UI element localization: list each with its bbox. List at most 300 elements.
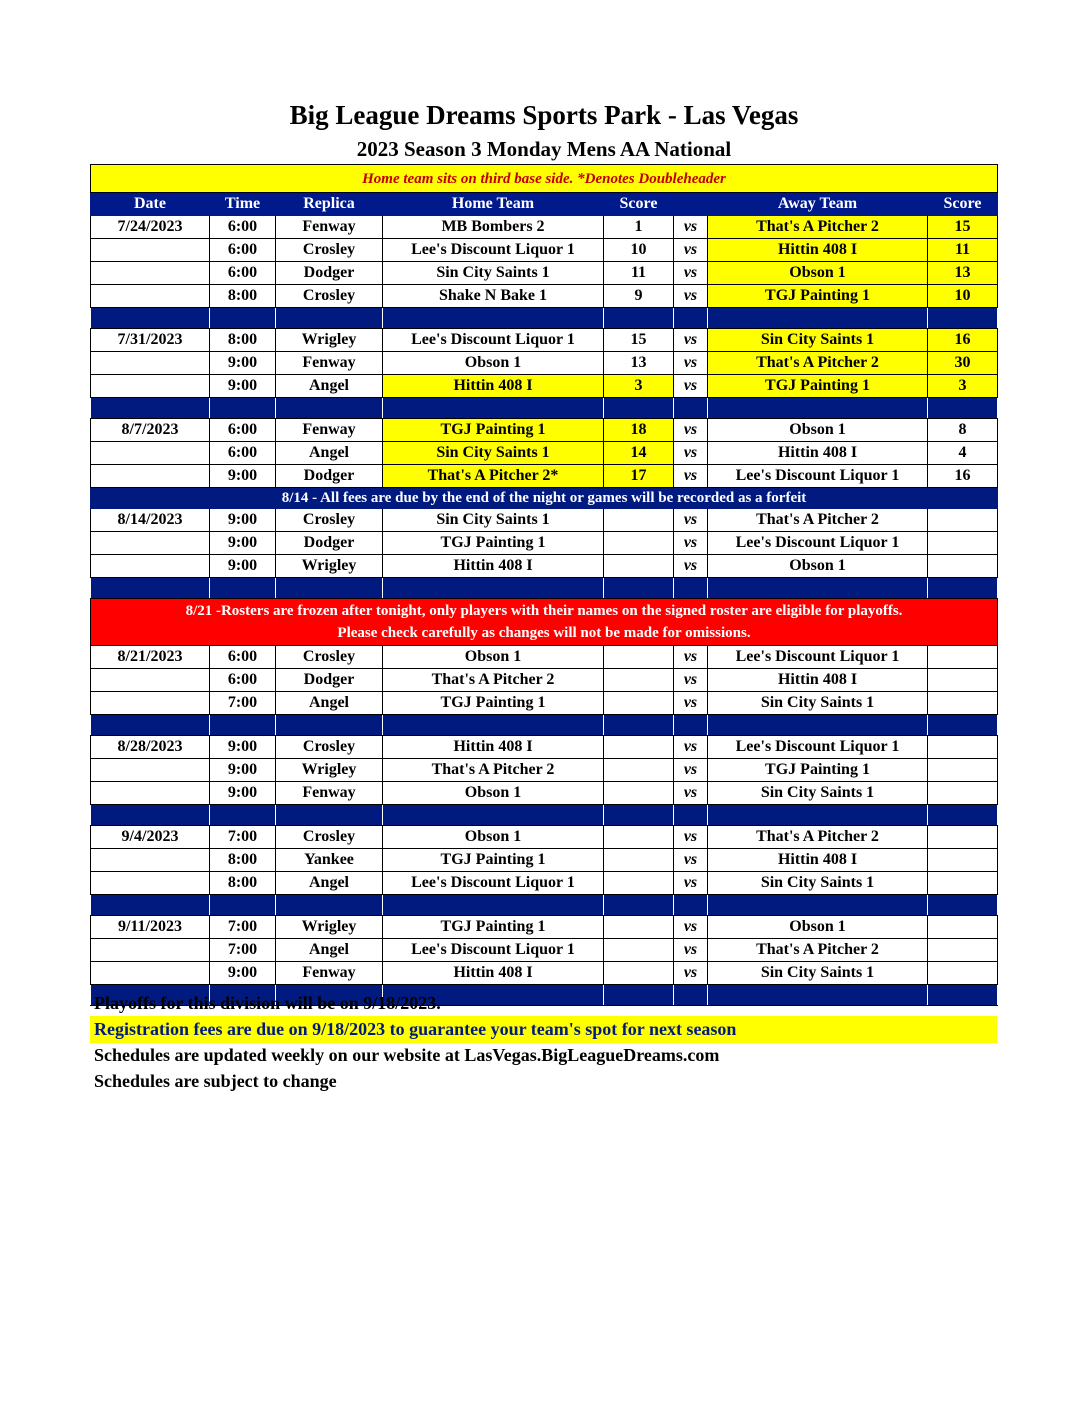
away-team: Lee's Discount Liquor 1 <box>708 646 928 669</box>
game-time: 7:00 <box>210 692 276 715</box>
game-date: 8/21/2023 <box>91 646 210 669</box>
away-team: TGJ Painting 1 <box>708 285 928 308</box>
game-row <box>91 962 998 985</box>
vs-label: vs <box>674 692 708 715</box>
separator-cell <box>928 578 998 599</box>
vs-label: vs <box>674 329 708 352</box>
playoffs-note: Playoffs for this division will be on 9/18/2023. <box>94 993 441 1013</box>
separator-cell <box>210 715 276 736</box>
home-team: Obson 1 <box>383 826 604 849</box>
game-row <box>91 465 998 488</box>
game-row <box>91 692 998 715</box>
home-team: That's A Pitcher 2* <box>383 465 604 488</box>
home-team: Obson 1 <box>383 352 604 375</box>
home-score: 1 <box>604 216 674 239</box>
away-team: Obson 1 <box>708 262 928 285</box>
game-field: Dodger <box>276 262 383 285</box>
vs-label: vs <box>674 782 708 805</box>
separator-cell <box>708 398 928 419</box>
separator-cell <box>604 715 674 736</box>
away-team: Hittin 408 I <box>708 239 928 262</box>
game-time: 6:00 <box>210 239 276 262</box>
game-date <box>91 555 210 578</box>
home-team: TGJ Painting 1 <box>383 532 604 555</box>
game-row <box>91 916 998 939</box>
vs-label: vs <box>674 532 708 555</box>
away-score <box>928 916 998 939</box>
game-date: 7/24/2023 <box>91 216 210 239</box>
vs-label: vs <box>674 216 708 239</box>
game-row <box>91 419 998 442</box>
game-date <box>91 939 210 962</box>
separator-cell <box>91 398 210 419</box>
separator-cell <box>276 398 383 419</box>
game-date: 8/7/2023 <box>91 419 210 442</box>
home-score: 11 <box>604 262 674 285</box>
game-field: Wrigley <box>276 916 383 939</box>
week-separator <box>91 715 998 736</box>
vs-label: vs <box>674 352 708 375</box>
away-score <box>928 692 998 715</box>
game-date <box>91 442 210 465</box>
game-field: Angel <box>276 442 383 465</box>
away-team: Sin City Saints 1 <box>708 329 928 352</box>
col-header-time: Time <box>210 193 276 216</box>
away-team: Obson 1 <box>708 555 928 578</box>
away-score <box>928 962 998 985</box>
game-row <box>91 509 998 532</box>
away-team: TGJ Painting 1 <box>708 759 928 782</box>
away-team: That's A Pitcher 2 <box>708 509 928 532</box>
vs-label: vs <box>674 262 708 285</box>
game-time: 9:00 <box>210 782 276 805</box>
away-score <box>928 782 998 805</box>
game-row <box>91 872 998 895</box>
fees-banner-row <box>91 488 998 509</box>
separator-cell <box>708 805 928 826</box>
away-score <box>928 669 998 692</box>
roster-alert-row <box>91 599 998 646</box>
game-time: 9:00 <box>210 509 276 532</box>
game-date: 9/4/2023 <box>91 826 210 849</box>
game-row <box>91 669 998 692</box>
game-row <box>91 329 998 352</box>
separator-cell <box>674 805 708 826</box>
game-row <box>91 826 998 849</box>
separator-cell <box>708 308 928 329</box>
game-time: 9:00 <box>210 555 276 578</box>
home-team: Sin City Saints 1 <box>383 262 604 285</box>
schedule-table <box>90 164 998 1006</box>
away-team: Lee's Discount Liquor 1 <box>708 465 928 488</box>
away-team: Lee's Discount Liquor 1 <box>708 736 928 759</box>
home-score: 14 <box>604 442 674 465</box>
game-date <box>91 872 210 895</box>
home-score <box>604 849 674 872</box>
away-score: 11 <box>928 239 998 262</box>
game-row <box>91 939 998 962</box>
game-field: Crosley <box>276 285 383 308</box>
game-time: 8:00 <box>210 849 276 872</box>
game-field: Crosley <box>276 239 383 262</box>
game-time: 9:00 <box>210 352 276 375</box>
game-field: Crosley <box>276 646 383 669</box>
game-time: 8:00 <box>210 329 276 352</box>
vs-label: vs <box>674 442 708 465</box>
separator-cell <box>210 308 276 329</box>
vs-label: vs <box>674 939 708 962</box>
game-field: Fenway <box>276 419 383 442</box>
home-score: 18 <box>604 419 674 442</box>
home-score: 17 <box>604 465 674 488</box>
week-separator <box>91 308 998 329</box>
home-score <box>604 509 674 532</box>
game-row <box>91 442 998 465</box>
col-header-vs <box>674 193 708 216</box>
away-team: That's A Pitcher 2 <box>708 216 928 239</box>
week-separator <box>91 805 998 826</box>
home-team: Hittin 408 I <box>383 375 604 398</box>
registration-note: Registration fees are due on 9/18/2023 to guarantee your team's spot for next season <box>90 1016 997 1043</box>
home-team: Sin City Saints 1 <box>383 442 604 465</box>
game-row <box>91 375 998 398</box>
separator-cell <box>928 308 998 329</box>
separator-cell <box>210 578 276 599</box>
game-time: 6:00 <box>210 419 276 442</box>
game-field: Wrigley <box>276 759 383 782</box>
away-score: 13 <box>928 262 998 285</box>
game-date <box>91 375 210 398</box>
home-score <box>604 692 674 715</box>
separator-cell <box>604 398 674 419</box>
game-row <box>91 352 998 375</box>
roster-alert-line2: Please check carefully as changes will not be made for omissions. <box>337 625 751 641</box>
game-time: 9:00 <box>210 736 276 759</box>
separator-cell <box>383 578 604 599</box>
separator-cell <box>604 308 674 329</box>
page-title: Big League Dreams Sports Park - Las Vegas <box>289 100 799 130</box>
game-field: Crosley <box>276 509 383 532</box>
game-time: 6:00 <box>210 646 276 669</box>
game-time: 9:00 <box>210 962 276 985</box>
week-separator <box>91 398 998 419</box>
vs-label: vs <box>674 646 708 669</box>
vs-label: vs <box>674 555 708 578</box>
separator-cell <box>91 895 210 916</box>
separator-cell <box>91 308 210 329</box>
home-score <box>604 782 674 805</box>
away-team: That's A Pitcher 2 <box>708 939 928 962</box>
game-date <box>91 352 210 375</box>
col-header-home-score: Score <box>604 193 674 216</box>
game-field: Fenway <box>276 352 383 375</box>
game-row <box>91 759 998 782</box>
vs-label: vs <box>674 419 708 442</box>
col-header-date: Date <box>91 193 210 216</box>
game-date <box>91 465 210 488</box>
separator-cell <box>210 805 276 826</box>
separator-cell <box>91 578 210 599</box>
game-date: 8/28/2023 <box>91 736 210 759</box>
home-team: Lee's Discount Liquor 1 <box>383 329 604 352</box>
game-date <box>91 285 210 308</box>
game-field: Crosley <box>276 736 383 759</box>
vs-label: vs <box>674 916 708 939</box>
away-team: Hittin 408 I <box>708 849 928 872</box>
game-date <box>91 782 210 805</box>
week-separator <box>91 895 998 916</box>
vs-label: vs <box>674 826 708 849</box>
separator-cell <box>276 578 383 599</box>
game-time: 9:00 <box>210 532 276 555</box>
home-team: Hittin 408 I <box>383 736 604 759</box>
separator-cell <box>210 895 276 916</box>
home-team: That's A Pitcher 2 <box>383 759 604 782</box>
away-score: 3 <box>928 375 998 398</box>
game-time: 6:00 <box>210 669 276 692</box>
separator-cell <box>604 895 674 916</box>
away-score <box>928 509 998 532</box>
separator-cell <box>674 308 708 329</box>
home-team: TGJ Painting 1 <box>383 916 604 939</box>
away-score <box>928 736 998 759</box>
game-row <box>91 736 998 759</box>
fees-banner: 8/14 - All fees are due by the end of the night or games will be recorded as a forfeit <box>91 488 998 509</box>
home-score <box>604 962 674 985</box>
away-score <box>928 939 998 962</box>
home-score <box>604 532 674 555</box>
away-score <box>928 826 998 849</box>
away-team: Hittin 408 I <box>708 669 928 692</box>
home-team: MB Bombers 2 <box>383 216 604 239</box>
away-team: Sin City Saints 1 <box>708 782 928 805</box>
game-field: Angel <box>276 375 383 398</box>
schedule-note: Home team sits on third base side. *Denotes Doubleheader <box>91 165 998 193</box>
separator-cell <box>708 895 928 916</box>
game-field: Dodger <box>276 532 383 555</box>
separator-cell <box>928 715 998 736</box>
separator-cell <box>674 715 708 736</box>
home-team: Lee's Discount Liquor 1 <box>383 939 604 962</box>
home-score <box>604 759 674 782</box>
separator-cell <box>91 715 210 736</box>
home-team: Hittin 408 I <box>383 555 604 578</box>
home-team: TGJ Painting 1 <box>383 692 604 715</box>
game-field: Yankee <box>276 849 383 872</box>
separator-cell <box>674 398 708 419</box>
away-score: 15 <box>928 216 998 239</box>
home-team: TGJ Painting 1 <box>383 849 604 872</box>
vs-label: vs <box>674 962 708 985</box>
separator-cell <box>604 805 674 826</box>
home-score <box>604 646 674 669</box>
away-score <box>928 532 998 555</box>
col-header-replica: Replica <box>276 193 383 216</box>
vs-label: vs <box>674 465 708 488</box>
vs-label: vs <box>674 239 708 262</box>
away-team: That's A Pitcher 2 <box>708 352 928 375</box>
home-team: Obson 1 <box>383 782 604 805</box>
game-date <box>91 962 210 985</box>
game-row <box>91 285 998 308</box>
game-time: 6:00 <box>210 262 276 285</box>
game-row <box>91 239 998 262</box>
vs-label: vs <box>674 736 708 759</box>
game-date <box>91 262 210 285</box>
roster-alert-line1: 8/21 -Rosters are frozen after tonight, only players with their names on the signed roster are eligible for playoffs. <box>185 603 903 619</box>
game-date <box>91 532 210 555</box>
game-date <box>91 759 210 782</box>
game-time: 6:00 <box>210 442 276 465</box>
away-team: Sin City Saints 1 <box>708 872 928 895</box>
game-time: 8:00 <box>210 285 276 308</box>
separator-cell <box>383 398 604 419</box>
separator-cell <box>708 715 928 736</box>
separator-cell <box>210 398 276 419</box>
game-field: Dodger <box>276 669 383 692</box>
vs-label: vs <box>674 509 708 532</box>
home-team: TGJ Painting 1 <box>383 419 604 442</box>
game-time: 7:00 <box>210 916 276 939</box>
game-date: 9/11/2023 <box>91 916 210 939</box>
game-row <box>91 262 998 285</box>
away-score: 8 <box>928 419 998 442</box>
roster-alert <box>91 599 998 646</box>
game-row <box>91 532 998 555</box>
game-field: Angel <box>276 939 383 962</box>
game-field: Angel <box>276 692 383 715</box>
away-team: Sin City Saints 1 <box>708 962 928 985</box>
home-team: Lee's Discount Liquor 1 <box>383 872 604 895</box>
home-score <box>604 555 674 578</box>
home-team: Hittin 408 I <box>383 962 604 985</box>
game-field: Wrigley <box>276 329 383 352</box>
game-field: Fenway <box>276 216 383 239</box>
home-score <box>604 916 674 939</box>
away-score <box>928 646 998 669</box>
separator-cell <box>928 805 998 826</box>
game-time: 9:00 <box>210 375 276 398</box>
game-field: Fenway <box>276 962 383 985</box>
change-note: Schedules are subject to change <box>94 1071 337 1091</box>
game-time: 8:00 <box>210 872 276 895</box>
home-score: 13 <box>604 352 674 375</box>
away-score <box>928 759 998 782</box>
game-time: 7:00 <box>210 826 276 849</box>
separator-cell <box>91 805 210 826</box>
home-score <box>604 736 674 759</box>
home-team: Sin City Saints 1 <box>383 509 604 532</box>
vs-label: vs <box>674 872 708 895</box>
vs-label: vs <box>674 759 708 782</box>
game-date: 8/14/2023 <box>91 509 210 532</box>
vs-label: vs <box>674 849 708 872</box>
game-field: Wrigley <box>276 555 383 578</box>
vs-label: vs <box>674 375 708 398</box>
page-subtitle: 2023 Season 3 Monday Mens AA National <box>356 137 732 161</box>
home-score <box>604 669 674 692</box>
game-time: 7:00 <box>210 939 276 962</box>
separator-cell <box>383 805 604 826</box>
away-score: 16 <box>928 329 998 352</box>
home-score: 15 <box>604 329 674 352</box>
separator-cell <box>383 308 604 329</box>
game-date <box>91 849 210 872</box>
game-row <box>91 216 998 239</box>
home-score: 3 <box>604 375 674 398</box>
home-team: Obson 1 <box>383 646 604 669</box>
separator-cell <box>674 578 708 599</box>
home-team: Shake N Bake 1 <box>383 285 604 308</box>
away-team: Hittin 408 I <box>708 442 928 465</box>
game-date: 7/31/2023 <box>91 329 210 352</box>
col-header-home-team: Home Team <box>383 193 604 216</box>
game-row <box>91 555 998 578</box>
separator-cell <box>276 895 383 916</box>
away-team: Sin City Saints 1 <box>708 692 928 715</box>
away-score: 4 <box>928 442 998 465</box>
home-score <box>604 939 674 962</box>
game-field: Crosley <box>276 826 383 849</box>
separator-cell <box>276 715 383 736</box>
away-score <box>928 849 998 872</box>
game-time: 9:00 <box>210 759 276 782</box>
game-field: Angel <box>276 872 383 895</box>
game-row <box>91 782 998 805</box>
separator-cell <box>276 308 383 329</box>
home-score <box>604 826 674 849</box>
away-team: Obson 1 <box>708 916 928 939</box>
game-date <box>91 692 210 715</box>
separator-cell <box>604 578 674 599</box>
home-score <box>604 872 674 895</box>
separator-cell <box>928 398 998 419</box>
separator-cell <box>383 895 604 916</box>
away-score: 16 <box>928 465 998 488</box>
away-team: TGJ Painting 1 <box>708 375 928 398</box>
home-team: That's A Pitcher 2 <box>383 669 604 692</box>
away-score <box>928 872 998 895</box>
week-separator <box>91 578 998 599</box>
away-team: Obson 1 <box>708 419 928 442</box>
away-team: That's A Pitcher 2 <box>708 826 928 849</box>
separator-cell <box>708 578 928 599</box>
game-row <box>91 646 998 669</box>
game-time: 6:00 <box>210 216 276 239</box>
game-field: Dodger <box>276 465 383 488</box>
col-header-away-score: Score <box>928 193 998 216</box>
game-date <box>91 669 210 692</box>
away-score: 10 <box>928 285 998 308</box>
away-team: Lee's Discount Liquor 1 <box>708 532 928 555</box>
game-time: 9:00 <box>210 465 276 488</box>
game-row <box>91 849 998 872</box>
home-team: Lee's Discount Liquor 1 <box>383 239 604 262</box>
vs-label: vs <box>674 285 708 308</box>
separator-cell <box>928 895 998 916</box>
col-header-away-team: Away Team <box>708 193 928 216</box>
vs-label: vs <box>674 669 708 692</box>
away-score: 30 <box>928 352 998 375</box>
website-note: Schedules are updated weekly on our website at LasVegas.BigLeagueDreams.com <box>94 1045 720 1065</box>
separator-cell <box>276 805 383 826</box>
game-field: Fenway <box>276 782 383 805</box>
game-date <box>91 239 210 262</box>
separator-cell <box>674 895 708 916</box>
separator-cell <box>383 715 604 736</box>
home-score: 10 <box>604 239 674 262</box>
home-score: 9 <box>604 285 674 308</box>
